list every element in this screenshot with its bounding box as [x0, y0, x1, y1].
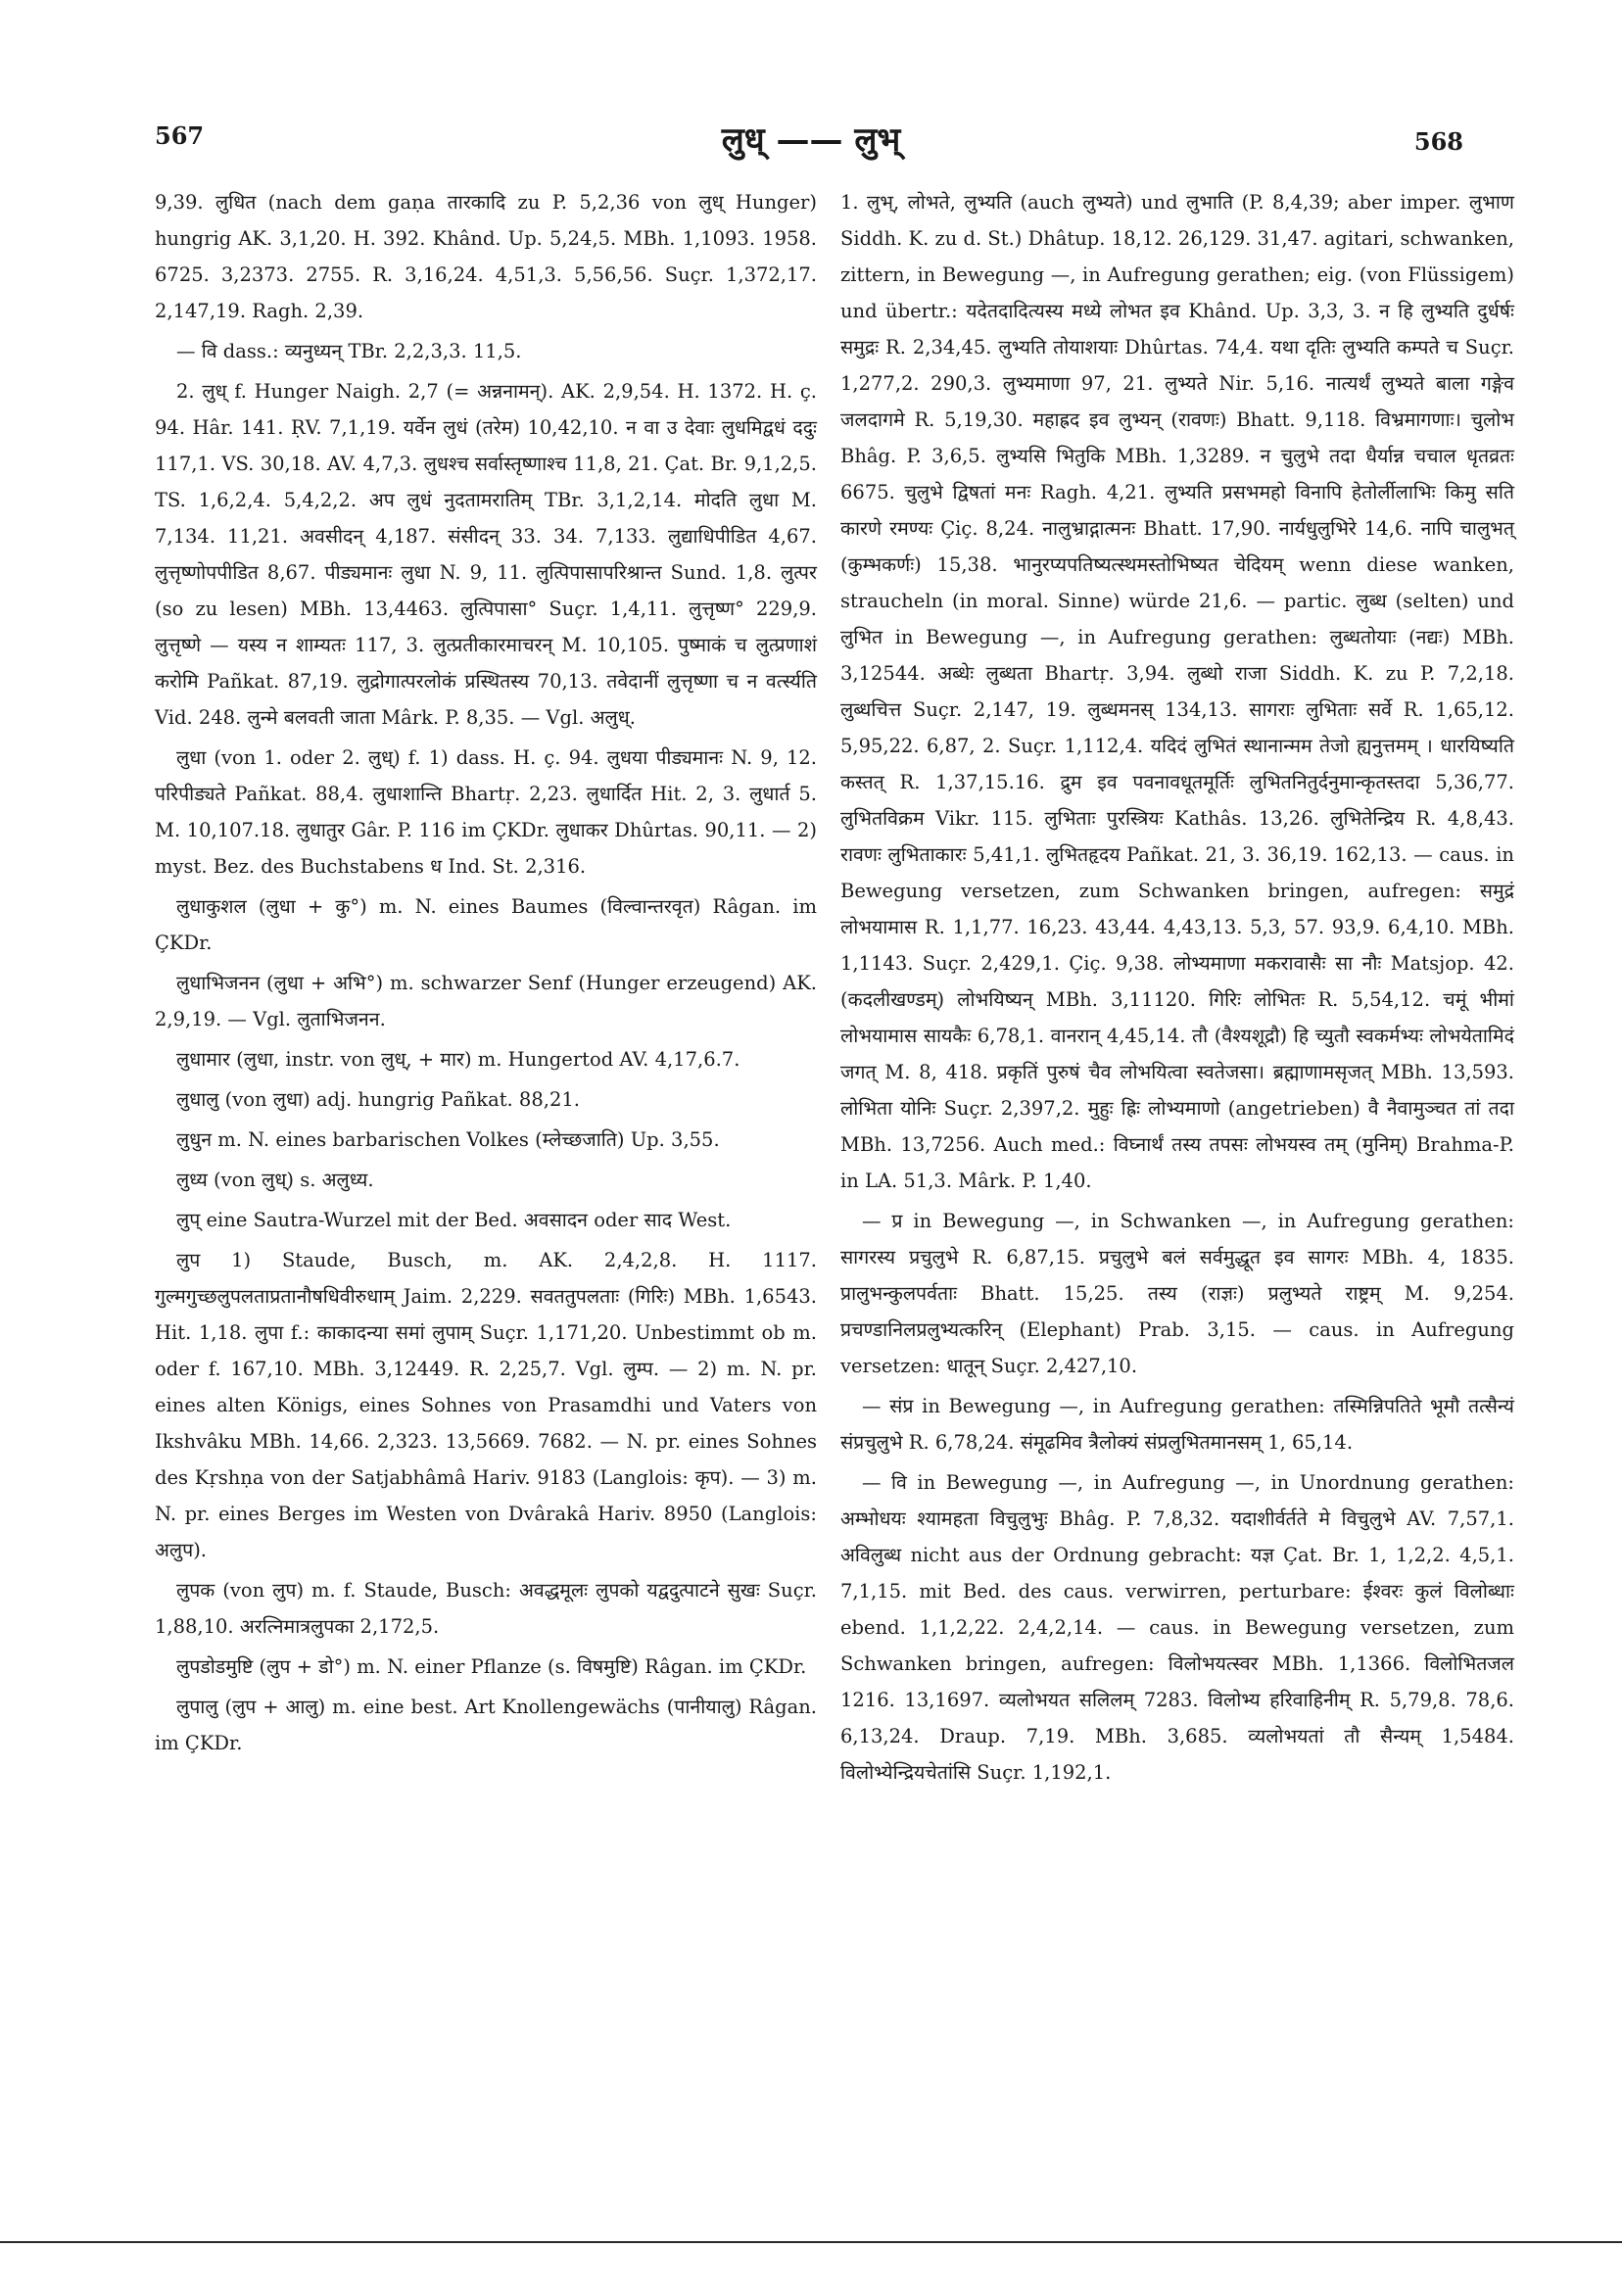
footer-rule — [0, 2241, 1622, 2243]
page-number-right: 568 — [1413, 127, 1463, 156]
dictionary-entry: — वि in Bewegung —, in Aufregung —, in Unordnung gerathen: अम्भोधयः श्यामहता विचुलुभुः Bhâg. P. 7,8,32. यदाशीर्वर्तते मे विचुलुभे AV. 7,57,1. अविलुब्ध nicht aus der Ordnung gebracht: यज्ञ Çat. Br. 1, 1,2,2. 4,5,1. 7,1,15. mit Bed. des caus. verwirren, perturbare: ईश्वरः कुलं विलोब्धाः ebend. 1,1,2,22. 2,4,2,14. — caus. in Bewegung versetzen, zum Schwanken bringen, aufregen: विलोभयत्स्वर MBh. 1,1366. विलोभितजल 1216. 13,1697. व्यलोभयत सलिलम् 7283. विलोभ्य हरिवाहिनीम् R. 5,79,8. 78,6. 6,13,24. Draup. 7,19. MBh. 3,685. व्यलोभयतां तौ सैन्यम् 1,5484. विलोभ्येन्द्रियचेतांसि Suçr. 1,192,1. — [840, 1471, 1514, 1784]
dictionary-entry: लुपडोडमुष्टि (लुप + डो°) m. N. einer Pflanze (s. विषमुष्टि) Râgan. im ÇKDr. — [176, 1655, 807, 1678]
dictionary-entry: लुपालु (लुप + आलु) m. eine best. Art Knollengewächs (पानीयालु) Râgan. im ÇKDr. — [155, 1696, 817, 1754]
right-column — [840, 184, 1514, 1794]
dictionary-entry: — संप्र in Bewegung —, in Aufregung gerathen: तस्मिन्निपतिते भूमौ तत्सैन्यं संप्रचुलुभे R. 6,78,24. संमूढमिव त्रैलोक्यं संप्रलुभितमानसम् 1, 65,14. — [840, 1395, 1514, 1454]
dictionary-entry: लुध्य (von लुध्) s. अलुध्य. — [176, 1169, 374, 1191]
dictionary-entry: लुधा (von 1. oder 2. लुध्) f. 1) dass. H. ç. 94. लुधया पीड्यमानः N. 9, 12. परिपीड्यते Pañkat. 88,4. लुधाशान्ति Bhartṛ. 2,23. लुधार्दित Hit. 2, 3. लुधार्त 5. M. 10,107.18. लुधातुर Gâr. P. 116 im ÇKDr. लुधाकर Dhûrtas. 90,11. — 2) myst. Bez. des Buchstabens ध Ind. St. 2,316. — [155, 746, 817, 878]
dictionary-entry: — प्र in Bewegung —, in Schwanken —, in Aufregung gerathen: सागरस्य प्रचुलुभे R. 6,87,15. प्रचुलुभे बलं सर्वमुद्धूत इव सागरः MBh. 4, 1835. प्रालुभन्कुलपर्वताः Bhatt. 15,25. तस्य (राज्ञः) प्रलुभ्यते राष्ट्रम् M. 9,254. प्रचण्डानिलप्रलुभ्यत्करिन् (Elephant) Prab. 3,15. — caus. in Aufregung versetzen: धातून् Suçr. 2,427,10. — [840, 1210, 1514, 1377]
running-head: लुध् —— लुभ् — [721, 120, 901, 160]
dictionary-entry: लुपक (von लुप) m. f. Staude, Busch: अवद्धमूलः लुपको यद्वदुत्पाटने सुखः Suçr. 1,88,10. अरत्निमात्रलुपका 2,172,5. — [155, 1579, 817, 1638]
dictionary-entry: 2. लुध् f. Hunger Naigh. 2,7 (= अन्ननामन्). AK. 2,9,54. H. 1372. H. ç. 94. Hâr. 141. ṚV. 7,1,19. यर्वेन लुधं (तरेम) 10,42,10. न वा उ देवाः लुधमिद्वधं ददुः 117,1. VS. 30,18. AV. 4,7,3. लुधश्च सर्वास्तृष्णाश्च 11,8, 21. Çat. Br. 9,1,2,5. TS. 1,6,2,4. 5,4,2,2. अप लुधं नुदतामरातिम् TBr. 3,1,2,14. मोदति लुधा M. 7,134. 11,21. अवसीदन् 4,187. संसीदन् 33. 34. 7,133. लुद्याधिपीडित 4,67. लुत्तृष्णोपपीडित 8,67. पीड्यमानः लुधा N. 9, 11. लुत्पिपासापरिश्रान्त Sund. 1,8. लुत्पर (so zu lesen) MBh. 13,4463. लुत्पिपासा° Suçr. 1,4,11. लुत्तृष्ण° 229,9. लुत्तृष्णे — यस्य न शाम्यतः 117, 3. लुत्प्रतीकारमाचरन् M. 10,105. पुष्माकं च लुत्प्रणाशं करोमि Pañkat. 87,19. लुद्रोगात्परलोकं प्रस्थितस्य 70,13. तवेदानीं लुत्तृष्णा च न वर्त्स्यति Vid. 248. लुन्मे बलवती जाता Mârk. P. 8,35. — Vgl. अलुध्. — [155, 380, 817, 729]
left-column — [155, 184, 817, 1765]
dictionary-entry: लुधाभिजनन (लुधा + अभि°) m. schwarzer Senf (Hunger erzeugend) AK. 2,9,19. — Vgl. लुताभिजनन. — [155, 972, 817, 1030]
dictionary-entry: लुप् eine Sautra-Wurzel mit der Bed. अवसादन oder साद West. — [176, 1209, 732, 1231]
dictionary-entry: लुधुन m. N. eines barbarischen Volkes (म्लेच्छजाति) Up. 3,55. — [176, 1128, 720, 1151]
dictionary-entry: 9,39. लुधित (nach dem gaṇa तारकादि zu P. 5,2,36 von लुध् Hunger) hungrig AK. 3,1,20. H. 392. Khând. Up. 5,24,5. MBh. 1,1093. 1958. 6725. 3,2373. 2755. R. 3,16,24. 4,51,3. 5,56,56. Suçr. 1,372,17. 2,147,19. Ragh. 2,39. — [155, 191, 817, 322]
dictionary-entry: लुधामार (लुधा, instr. von लुध्, + मार) m. Hungertod AV. 4,17,6.7. — [176, 1048, 740, 1071]
page-number-left: 567 — [155, 121, 205, 150]
dictionary-entry: लुधालु (von लुधा) adj. hungrig Pañkat. 88,21. — [176, 1088, 580, 1111]
dictionary-entry: 1. लुभ्, लोभते, लुभ्यति (auch लुभ्यते) und लुभाति (P. 8,4,39; aber imper. लुभाण Siddh. K. zu d. St.) Dhâtup. 18,12. 26,129. 31,47. agitari, schwanken, zittern, in Bewegung —, in Aufregung gerathen; eig. (von Flüssigem) und übertr.: यदेतदादित्यस्य मध्ये लोभत इव Khând. Up. 3,3, 3. न हि लुभ्यति दुर्धर्षः समुद्रः R. 2,34,45. लुभ्यति तोयाशयाः Dhûrtas. 74,4. यथा दृतिः लुभ्यति कम्पते च Suçr. 1,277,2. 290,3. लुभ्यमाणा 97, 21. लुभ्यते Nir. 5,16. नात्यर्थं लुभ्यते बाला गङ्गेव जलदागमे R. 5,19,30. महाह्रद इव लुभ्यन् (रावणः) Bhatt. 9,118. विभ्रमागणाः। चुलोभ Bhâg. P. 3,6,5. लुभ्यसि भितुकि MBh. 1,3289. न चुलुभे तदा धैर्यान्न चचाल धृतव्रतः 6675. चुलुभे द्विषतां मनः Ragh. 4,21. लुभ्यति प्रसभमहो विनापि हेतोर्लीलाभिः किमु सति कारणे रमण्यः Çiç. 8,24. नालुभ्राद्गात्मनः Bhatt. 17,90. नार्यधुलुभिरे 14,6. नापि चालुभत् (कुम्भकर्णः) 15,38. भानुरप्यपतिष्यत्स्थमस्तोभिष्यत चेदियम् wenn diese wanken, straucheln (in moral. Sinne) würde 21,6. — partic. लुब्ध (selten) und लुभित in Bewegung —, in Aufregung gerathen: लुब्धतोयाः (नद्यः) MBh. 3,12544. अब्धेः लुब्धता Bhartṛ. 3,94. लुब्धो राजा Siddh. K. zu P. 7,2,18. लुब्धचित्त Suçr. 2,147, 19. लुब्धमनस् 134,13. सागराः लुभिताः सर्वे R. 1,65,12. 5,95,22. 6,87, 2. Suçr. 1,112,4. यदिदं लुभितं स्थानान्मम तेजो ह्यनुत्तमम् । धारयिष्यति कस्तत् R. 1,37,15.16. द्रुम इव पवनावधूतमूर्तिः लुभितनितुर्दनुमान्कृतस्तदा 5,36,77. लुभितविक्रम Vikr. 115. लुभिताः पुरस्त्रियः Kathâs. 13,26. लुभितेन्द्रिय R. 4,8,43. रावणः लुभिताकारः 5,41,1. लुभितहृदय Pañkat. 21, 3. 36,19. 162,13. — caus. in Bewegung versetzen, zum Schwanken bringen, aufregen: समुद्रं लोभयामास R. 1,1,77. 16,23. 43,44. 4,43,13. 5,3, 57. 93,9. 6,4,10. MBh. 1,1143. Suçr. 2,429,1. Çiç. 9,38. लोभ्यमाणा मकरावासैः सा नौः Matsjop. 42. (कदलीखण्डम्) लोभयिष्यन् MBh. 3,11120. गिरिः लोभितः R. 5,54,12. चमूं भीमां लोभयामास सायकैः 6,78,1. वानरान् 4,45,14. तौ (वैश्यशूद्रौ) हि च्युतौ स्वकर्मभ्यः लोभयेतामिदं जगत् M. 8, 418. प्रकृतिं पुरुषं चैव लोभयित्वा स्वतेजसा। ब्रह्माणामसृजत् MBh. 13,593. लोभिता योनिः Suçr. 2,397,2. मुहुः ह्रिः लोभ्यमाणो (angetrieben) वै नैवामुञ्चत तां तदा MBh. 13,7256. Auch med.: विघ्नार्थं तस्य तपसः लोभयस्व तम् (मुनिम्) Brahma-P. in LA. 51,3. Mârk. P. 1,40. — [840, 191, 1514, 1192]
dictionary-entry: लुधाकुशल (लुधा + कु°) m. N. eines Baumes (विल्वान्तरवृत) Râgan. im ÇKDr. — [155, 895, 817, 954]
dictionary-entry: — वि dass.: व्यनुध्यन् TBr. 2,2,3,3. 11,5. — [176, 340, 522, 362]
dictionary-entry: लुप 1) Staude, Busch, m. AK. 2,4,2,8. H. 1117. गुल्मगुच्छलुपलताप्रतानौषधिवीरुधाम् Jaim. 2,229. सवततुपलताः (गिरिः) MBh. 1,6543. Hit. 1,18. लुपा f.: काकादन्या समां लुपाम् Suçr. 1,171,20. Unbestimmt ob m. oder f. 167,10. MBh. 3,12449. R. 2,25,7. Vgl. लुम्प. — 2) m. N. pr. eines alten Königs, eines Sohnes von Prasamdhi und Vaters von Ikshvâku MBh. 14,66. 2,323. 13,5669. 7682. — N. pr. eines Sohnes des Kṛshṇa von der Satjabhâmâ Hariv. 9183 (Langlois: कृप). — 3) m. N. pr. eines Berges im Westen von Dvârakâ Hariv. 8950 (Langlois: अलुप). — [155, 1249, 817, 1561]
